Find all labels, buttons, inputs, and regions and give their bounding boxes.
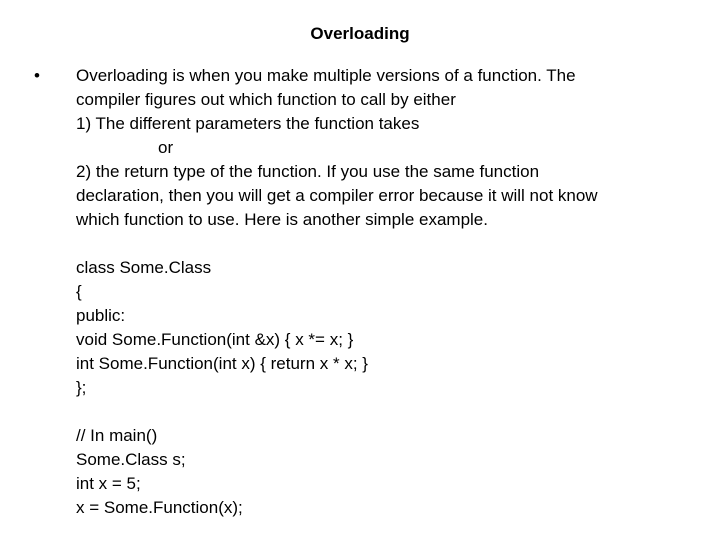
class-code-line: public: xyxy=(76,306,126,325)
class-code-line: int Some.Function(int x) { return x * x; } xyxy=(76,354,368,373)
bullet-icon: • xyxy=(34,66,40,85)
class-code-line: { xyxy=(76,282,82,301)
main-code-line: // In main() xyxy=(76,426,158,445)
main-code-line: x = Some.Function(x); xyxy=(76,498,243,517)
slide-title: Overloading xyxy=(310,24,410,43)
class-code-line: class Some.Class xyxy=(76,258,212,277)
paragraph-line: 2) the return type of the function. If you use the same function xyxy=(76,162,540,181)
class-code-line: }; xyxy=(76,378,87,397)
paragraph-line-or: or xyxy=(158,138,174,157)
spacer xyxy=(76,400,696,424)
paragraph-line: 1) The different parameters the function takes xyxy=(76,114,420,133)
main-code-line: Some.Class s; xyxy=(76,450,186,469)
paragraph-line: Overloading is when you make multiple versions of a function. The xyxy=(76,66,576,85)
paragraph-line: declaration, then you will get a compiler error because it will not know xyxy=(76,186,598,205)
spacer xyxy=(76,232,696,256)
bullet-content xyxy=(76,64,696,520)
paragraph-line: which function to use. Here is another simple example. xyxy=(76,210,488,229)
class-code-line: void Some.Function(int &x) { x *= x; } xyxy=(76,330,354,349)
main-code-line: int x = 5; xyxy=(76,474,141,493)
paragraph-line: compiler figures out which function to call by either xyxy=(76,90,456,109)
